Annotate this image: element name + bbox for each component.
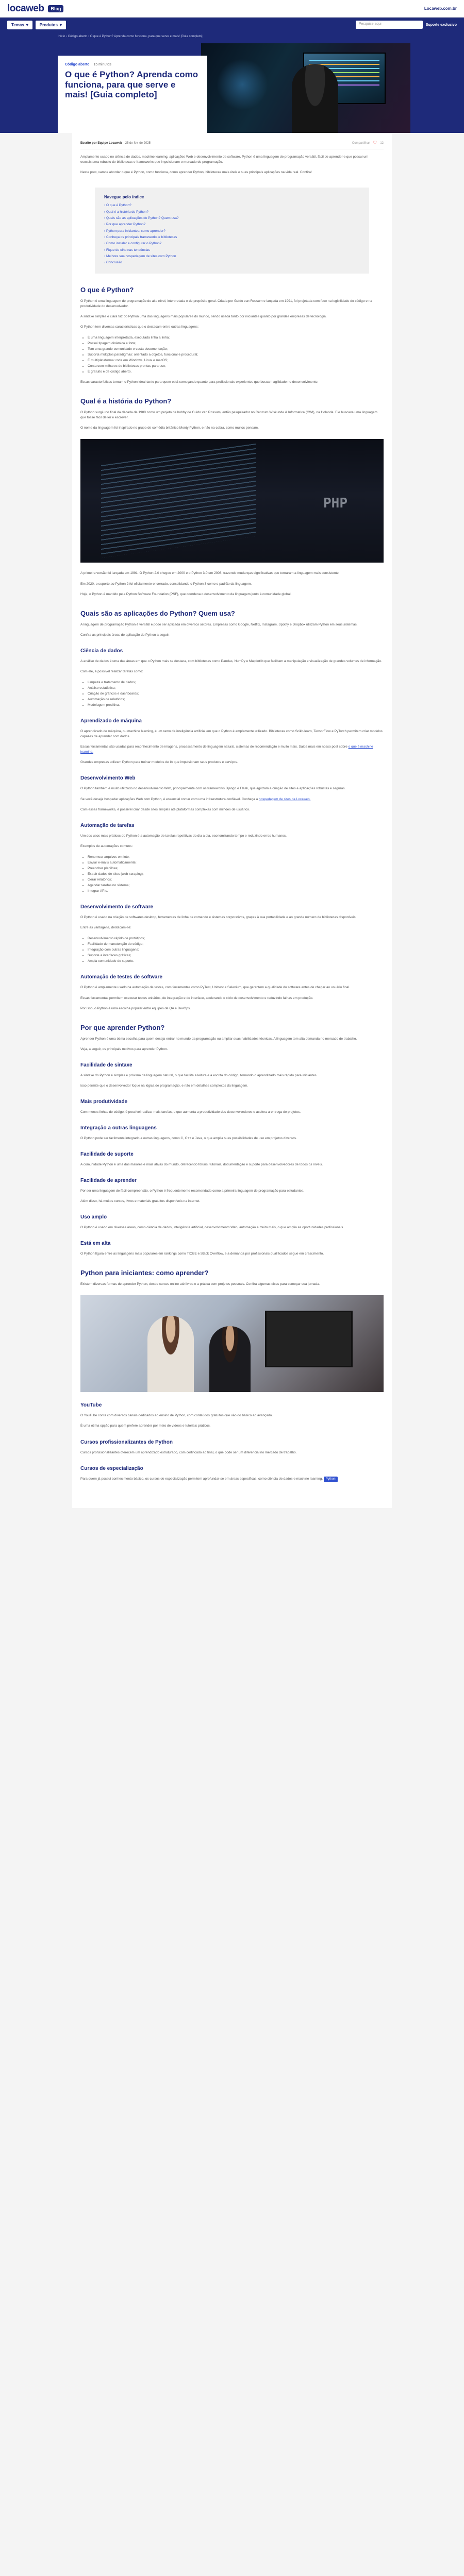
article — [72, 133, 392, 1508]
python-badge[interactable]: Python — [324, 1477, 338, 1482]
hero-image — [201, 43, 410, 133]
list-item: • Conta com milhares de bibliotecas prontas para uso; — [88, 363, 384, 369]
feature-list — [88, 335, 384, 375]
paragraph: O Python é usado em diversas áreas, como ciência de dados, inteligência artificial, desenvolvimento Web, automação e muito mais, o que amplia as oportunidades profissionais. — [80, 1226, 344, 1230]
chevron-down-icon: ▾ — [26, 22, 28, 27]
paragraph: O Python pode ser facilmente integrado a outras linguagens, como C, C++ e Java, o que amplia suas possibilidades de uso em projetos diversos. — [80, 1136, 297, 1140]
paragraph-text: Essas ferramentas são usadas para reconhecimento de imagens, processamento de linguagem natural, sistemas de recomendação e muito mais. Saiba mais em nosso post sobre — [80, 745, 349, 749]
paragraph: A comunidade Python é uma das maiores e mais ativas do mundo, oferecendo fóruns, tutoriais, documentação e suporte para desenvolvedores de todos os níveis. — [80, 1163, 323, 1166]
paragraph: O nome da linguagem foi inspirado no grupo de comédia britânico Monty Python, e não na cobra, como muitos pensam. — [80, 426, 259, 430]
subsection-heading: Aprendizado de máquina — [80, 718, 142, 724]
toc-item[interactable]: › Conheça os principais frameworks e bibliotecas — [104, 234, 360, 241]
paragraph — [80, 1477, 384, 1482]
top-bar — [0, 0, 464, 18]
paragraph-text: Se você deseja hospedar aplicações Web com Python, é essencial contar com uma infraestrutura confiável. Conheça a — [80, 797, 259, 801]
paragraph: A linguagem de programação Python é versátil e pode ser aplicada em diversos setores. Empresas como Google, Netflix, Instagram, Spotify e Dropbox utilizam Python em seus sistemas. — [80, 622, 358, 626]
paragraph: Hoje, o Python é mantido pela Python Software Foundation (PSF), que coordena o desenvolvimento da linguagem junto à comunidade global. — [80, 592, 292, 596]
list-item: • Análise estatística; — [88, 685, 384, 691]
author-name: Escrito por Equipe Locaweb — [80, 141, 122, 145]
list-item: • Extrair dados de sites (web scraping); — [88, 871, 384, 877]
nav-produtos-label: Produtos — [39, 22, 58, 27]
paragraph: É uma ótima opção para quem prefere aprender por meio de vídeos e tutoriais práticos. — [80, 1424, 211, 1428]
locaweb-logo[interactable]: locaweb — [7, 3, 44, 14]
section-heading: Quais são as aplicações do Python? Quem usa? — [80, 609, 235, 617]
section-heading: Python para iniciantes: como aprender? — [80, 1269, 209, 1277]
paragraph: O YouTube conta com diversos canais dedicados ao ensino de Python, com conteúdos gratuitos que vão do básico ao avançado. — [80, 1414, 273, 1418]
subsection-heading: Cursos de especialização — [80, 1465, 143, 1471]
share-button[interactable]: Compartilhar — [352, 141, 370, 145]
team-photo-monitor — [265, 1311, 353, 1367]
list-item: • Ampla comunidade de suporte. — [88, 958, 384, 964]
page-title: O que é Python? Aprenda como funciona, para que serve e mais! [Guia completo] — [65, 70, 198, 100]
support-link[interactable]: Suporte exclusivo — [425, 23, 457, 27]
search-input[interactable]: Pesquise aqui — [356, 21, 423, 29]
paragraph: O Python tem diversas características que o destacam entre outras linguagens: — [80, 325, 199, 329]
paragraph: Existem diversas formas de aprender Python, desde cursos online até livros e a prática com projetos pessoais. Confira algumas dicas para começar sua jornada. — [80, 1282, 320, 1286]
team-photo-person — [209, 1326, 251, 1392]
subsection-heading: Integração a outras linguagens — [80, 1125, 157, 1131]
list-item: • Limpeza e tratamento de dados; — [88, 680, 384, 685]
list-item: • Integração com outras linguagens; — [88, 947, 384, 953]
paragraph: Um dos usos mais práticos do Python é a automação de tarefas repetitivas do dia a dia, economizando tempo e reduzindo erros humanos. — [80, 834, 287, 838]
paragraph-text: Para quem já possui conhecimento básico, os cursos de especialização permitem aprofundar-se em áreas específicas, como ciência de dados e machine learning. — [80, 1477, 323, 1481]
bullet-list — [88, 936, 384, 964]
paragraph: Essas ferramentas permitem executar testes unitários, de integração e de interface, acelerando o ciclo de desenvolvimento e reduzindo falhas em produção. — [80, 996, 313, 1000]
subsection-heading: Automação de tarefas — [80, 822, 135, 828]
list-item: • Possui tipagem dinâmica e forte; — [88, 341, 384, 346]
subsection-heading: Cursos profissionalizantes de Python — [80, 1439, 173, 1445]
team-photo-image — [80, 1295, 384, 1392]
paragraph: Por isso, o Python é uma escolha popular entre equipes de QA e DevOps. — [80, 1006, 191, 1010]
paragraph: Entre as vantagens, destacam-se: — [80, 926, 131, 930]
paragraph: A sintaxe simples e clara faz do Python uma das linguagens mais populares do mundo, sendo usada tanto por iniciantes quanto por grandes empresas de tecnologia. — [80, 314, 327, 318]
list-item: • É multiplataforma: roda em Windows, Linux e macOS; — [88, 358, 384, 363]
locaweb-site-link[interactable]: Locaweb.com.br — [424, 6, 457, 11]
nav-temas[interactable] — [7, 21, 32, 29]
paragraph: Com ele, é possível realizar tarefas como: — [80, 669, 143, 673]
toc-item[interactable]: › Conclusão — [104, 260, 360, 266]
chevron-down-icon: ▾ — [59, 22, 62, 27]
toc-item[interactable]: › Melhore sua hospedagem de sites com Python — [104, 253, 360, 260]
subsection-heading: Uso amplo — [80, 1214, 107, 1221]
subsection-heading: Está em alta — [80, 1241, 111, 1247]
section-heading: Por que aprender Python? — [80, 1023, 165, 1031]
paragraph: Cursos profissionalizantes oferecem um aprendizado estruturado, com certificado ao final, o que pode ser um diferencial no mercado de trabalho. — [80, 1450, 297, 1454]
list-item: • Tem uma grande comunidade e vasta documentação; — [88, 346, 384, 352]
nav-produtos[interactable] — [36, 21, 66, 29]
paragraph: O Python é usado na criação de softwares desktop, ferramentas de linha de comando e sistemas corporativos, graças à sua portabilidade e ao grande número de bibliotecas disponíveis. — [80, 916, 357, 920]
inline-link[interactable]: hospedagem de sites da Locaweb. — [259, 797, 311, 801]
list-item: • É uma linguagem interpretada, executada linha a linha; — [88, 335, 384, 341]
toc-item[interactable]: › Python para iniciantes: como aprender? — [104, 228, 360, 234]
heart-icon[interactable]: ♡ — [373, 140, 377, 145]
read-time: 15 minutos — [93, 63, 111, 66]
hero — [0, 32, 464, 133]
paragraph: O Python figura entre as linguagens mais populares em rankings como TIOBE e Stack Overflow, e a demanda por profissionais qualificados segue em crescimento. — [80, 1252, 324, 1256]
section-heading: O que é Python? — [80, 285, 134, 294]
list-item: • É gratuito e de código aberto. — [88, 369, 384, 375]
subsection-heading: Facilidade de sintaxe — [80, 1062, 132, 1068]
list-item: • Criação de gráficos e dashboards; — [88, 691, 384, 697]
breadcrumb[interactable]: Início › Código aberto › O que é Python? Aprenda como funciona, para que serve e mais! [Guia completo] — [58, 35, 203, 38]
subsection-heading: Facilidade de aprender — [80, 1178, 137, 1184]
hero-image-person — [292, 64, 338, 133]
list-item: • Desenvolvimento rápido de protótipos; — [88, 936, 384, 941]
toc-item[interactable]: › Por que aprender Python? — [104, 222, 360, 228]
list-item: • Modelagem preditiva. — [88, 702, 384, 708]
toc-item[interactable]: › Como instalar e configurar o Python? — [104, 241, 360, 247]
bullet-list — [88, 680, 384, 708]
paragraph: Veja, a seguir, os principais motivos para aprender Python. — [80, 1047, 168, 1051]
paragraph: Aprender Python é uma ótima escolha para quem deseja entrar no mundo da programação ou ampliar suas habilidades técnicas. A linguagem tem alta demanda no mercado de trabalho. — [80, 1037, 357, 1041]
table-of-contents — [95, 188, 369, 273]
author-row — [80, 140, 384, 149]
subsection-heading: YouTube — [80, 1402, 102, 1409]
toc-item[interactable]: › Qual é a história do Python? — [104, 209, 360, 215]
toc-item[interactable]: › Fique de olho nas tendências — [104, 247, 360, 253]
code-screen-image — [80, 439, 384, 563]
subsection-heading: Mais produtividade — [80, 1098, 128, 1105]
paragraph: Isso permite que o desenvolvedor foque na lógica de programação, e não em detalhes complexos da linguagem. — [80, 1083, 248, 1088]
paragraph: O Python é uma linguagem de programação de alto nível, interpretada e de propósito geral. Criada por Guido van Rossum e lançada em 1991, foi projetada com foco na legibilidade do código e na produtividade do desenvolvedor. — [80, 299, 372, 308]
paragraph: Além disso, há muitos cursos, livros e materiais gratuitos disponíveis na internet. — [80, 1199, 201, 1204]
list-item: • Enviar e-mails automaticamente; — [88, 860, 384, 866]
paragraph: O Python surgiu no final da década de 1980 como um projeto de hobby de Guido van Rossum, então pesquisador no Centrum Wiskunde & Informatica (CWI), na Holanda. Ele buscava uma linguagem que fosse fácil de ler e escrever. — [80, 411, 377, 420]
publish-date: 25 de fev. de 2025 — [125, 141, 151, 145]
hero-card — [58, 56, 207, 133]
code-lines-graphic — [101, 444, 256, 558]
paragraph: O Python também é muito utilizado no desenvolvimento Web, principalmente com os frameworks Django e Flask, que agilizam a criação de sites e aplicações robustas e seguras. — [80, 787, 346, 791]
paragraph: Essas características tornam o Python ideal tanto para quem está começando quanto para profissionais experientes que buscam agilidade no desenvolvimento. — [80, 380, 319, 384]
section-heading: Qual é a história do Python? — [80, 397, 172, 405]
paragraph — [80, 797, 384, 802]
list-item: • Renomear arquivos em lote; — [88, 854, 384, 860]
subsection-heading: Desenvolvimento de software — [80, 904, 154, 910]
list-item: • Facilidade de manutenção do código; — [88, 941, 384, 947]
category-tag[interactable]: Código aberto — [65, 63, 90, 66]
blog-badge: Blog — [48, 5, 63, 12]
paragraph — [80, 744, 384, 755]
list-item: • Suporta múltiplos paradigmas: orientado a objetos, funcional e procedural; — [88, 352, 384, 358]
paragraph: O aprendizado de máquina, ou machine learning, é um ramo da inteligência artificial em que o Python é amplamente utilizado. Bibliotecas como Scikit-learn, TensorFlow e PyTorch permitem criar modelos capazes de aprender com dados. — [80, 730, 383, 739]
toc-title: Navegue pelo índice — [104, 195, 144, 200]
paragraph: Grandes empresas utilizam Python para treinar modelos de IA que impulsionam seus produtos e serviços. — [80, 760, 238, 765]
subsection-heading: Automação de testes de software — [80, 974, 162, 980]
php-text-graphic: PHP — [323, 496, 347, 512]
like-count: 12 — [380, 141, 384, 145]
list-item: • Agendar tarefas no sistema; — [88, 883, 384, 888]
paragraph: A sintaxe do Python é simples e próxima da linguagem natural, o que facilita a leitura e a escrita do código, tornando o aprendizado mais rápido para iniciantes. — [80, 1073, 318, 1077]
main-nav — [0, 18, 464, 32]
subsection-heading: Ciência de dados — [80, 648, 123, 654]
paragraph: A análise de dados é uma das áreas em que o Python mais se destaca, com bibliotecas como Pandas, NumPy e Matplotlib que facilitam a manipulação e visualização de grandes volumes de informação. — [80, 659, 382, 663]
toc-item[interactable]: › Quais são as aplicações do Python? Quem usa? — [104, 215, 360, 222]
list-item: • Preencher planilhas; — [88, 866, 384, 871]
inline-link[interactable]: o que é machine learning. — [80, 745, 373, 754]
paragraph: Com menos linhas de código, é possível realizar mais tarefas, o que aumenta a produtividade dos desenvolvedores e acelera a entrega de projetos. — [80, 1110, 301, 1114]
subsection-heading: Facilidade de suporte — [80, 1151, 134, 1157]
paragraph: Exemplos de automações comuns: — [80, 844, 133, 848]
team-photo-person — [147, 1316, 194, 1392]
hero-image-glow — [217, 59, 268, 110]
bullet-list — [88, 854, 384, 894]
subsection-heading: Desenvolvimento Web — [80, 775, 136, 782]
paragraph: A primeira versão foi lançada em 1991. O Python 2.0 chegou em 2000 e o Python 3.0 em 2008, trazendo mudanças significativas que tornaram a linguagem mais consistente. — [80, 571, 340, 575]
paragraph: Por ser uma linguagem de fácil compreensão, o Python é frequentemente recomendado como a primeira linguagem de programação para estudantes. — [80, 1189, 304, 1193]
intro-paragraph: Neste post, vamos abordar o que é Python, como funciona, como aprender Python, bibliotecas mais úteis e suas principais aplicações na vida real. Confira! — [80, 171, 312, 175]
toc-item[interactable]: › O que é Python? — [104, 202, 360, 209]
list-item: • Gerar relatórios; — [88, 877, 384, 883]
paragraph: Com esses frameworks, é possível criar desde sites simples até plataformas complexas com milhões de usuários. — [80, 807, 250, 811]
paragraph: Em 2020, o suporte ao Python 2 foi oficialmente encerrado, consolidando o Python 3 como o padrão da linguagem. — [80, 582, 252, 586]
paragraph: Confira as principais áreas de aplicação do Python a seguir. — [80, 633, 170, 637]
paragraph: O Python é amplamente usado na automação de testes, com ferramentas como PyTest, Unittest e Selenium, que garantem a qualidade do software antes de chegar ao usuário final. — [80, 986, 350, 990]
list-item: • Integrar APIs. — [88, 888, 384, 894]
intro-paragraph: Amplamente usado no ciência de dados, machine learning, aplicações Web e desenvolvimento de software, Python é uma linguagem de programação versátil, fácil de aprender e que possui um ecossistema robusto de bibliotecas e frameworks que impulsionam o mercado de programação. — [80, 155, 369, 164]
nav-temas-label: Temas — [11, 22, 24, 27]
list-item: • Automação de relatórios; — [88, 697, 384, 702]
list-item: • Suporte a interfaces gráficas; — [88, 953, 384, 958]
